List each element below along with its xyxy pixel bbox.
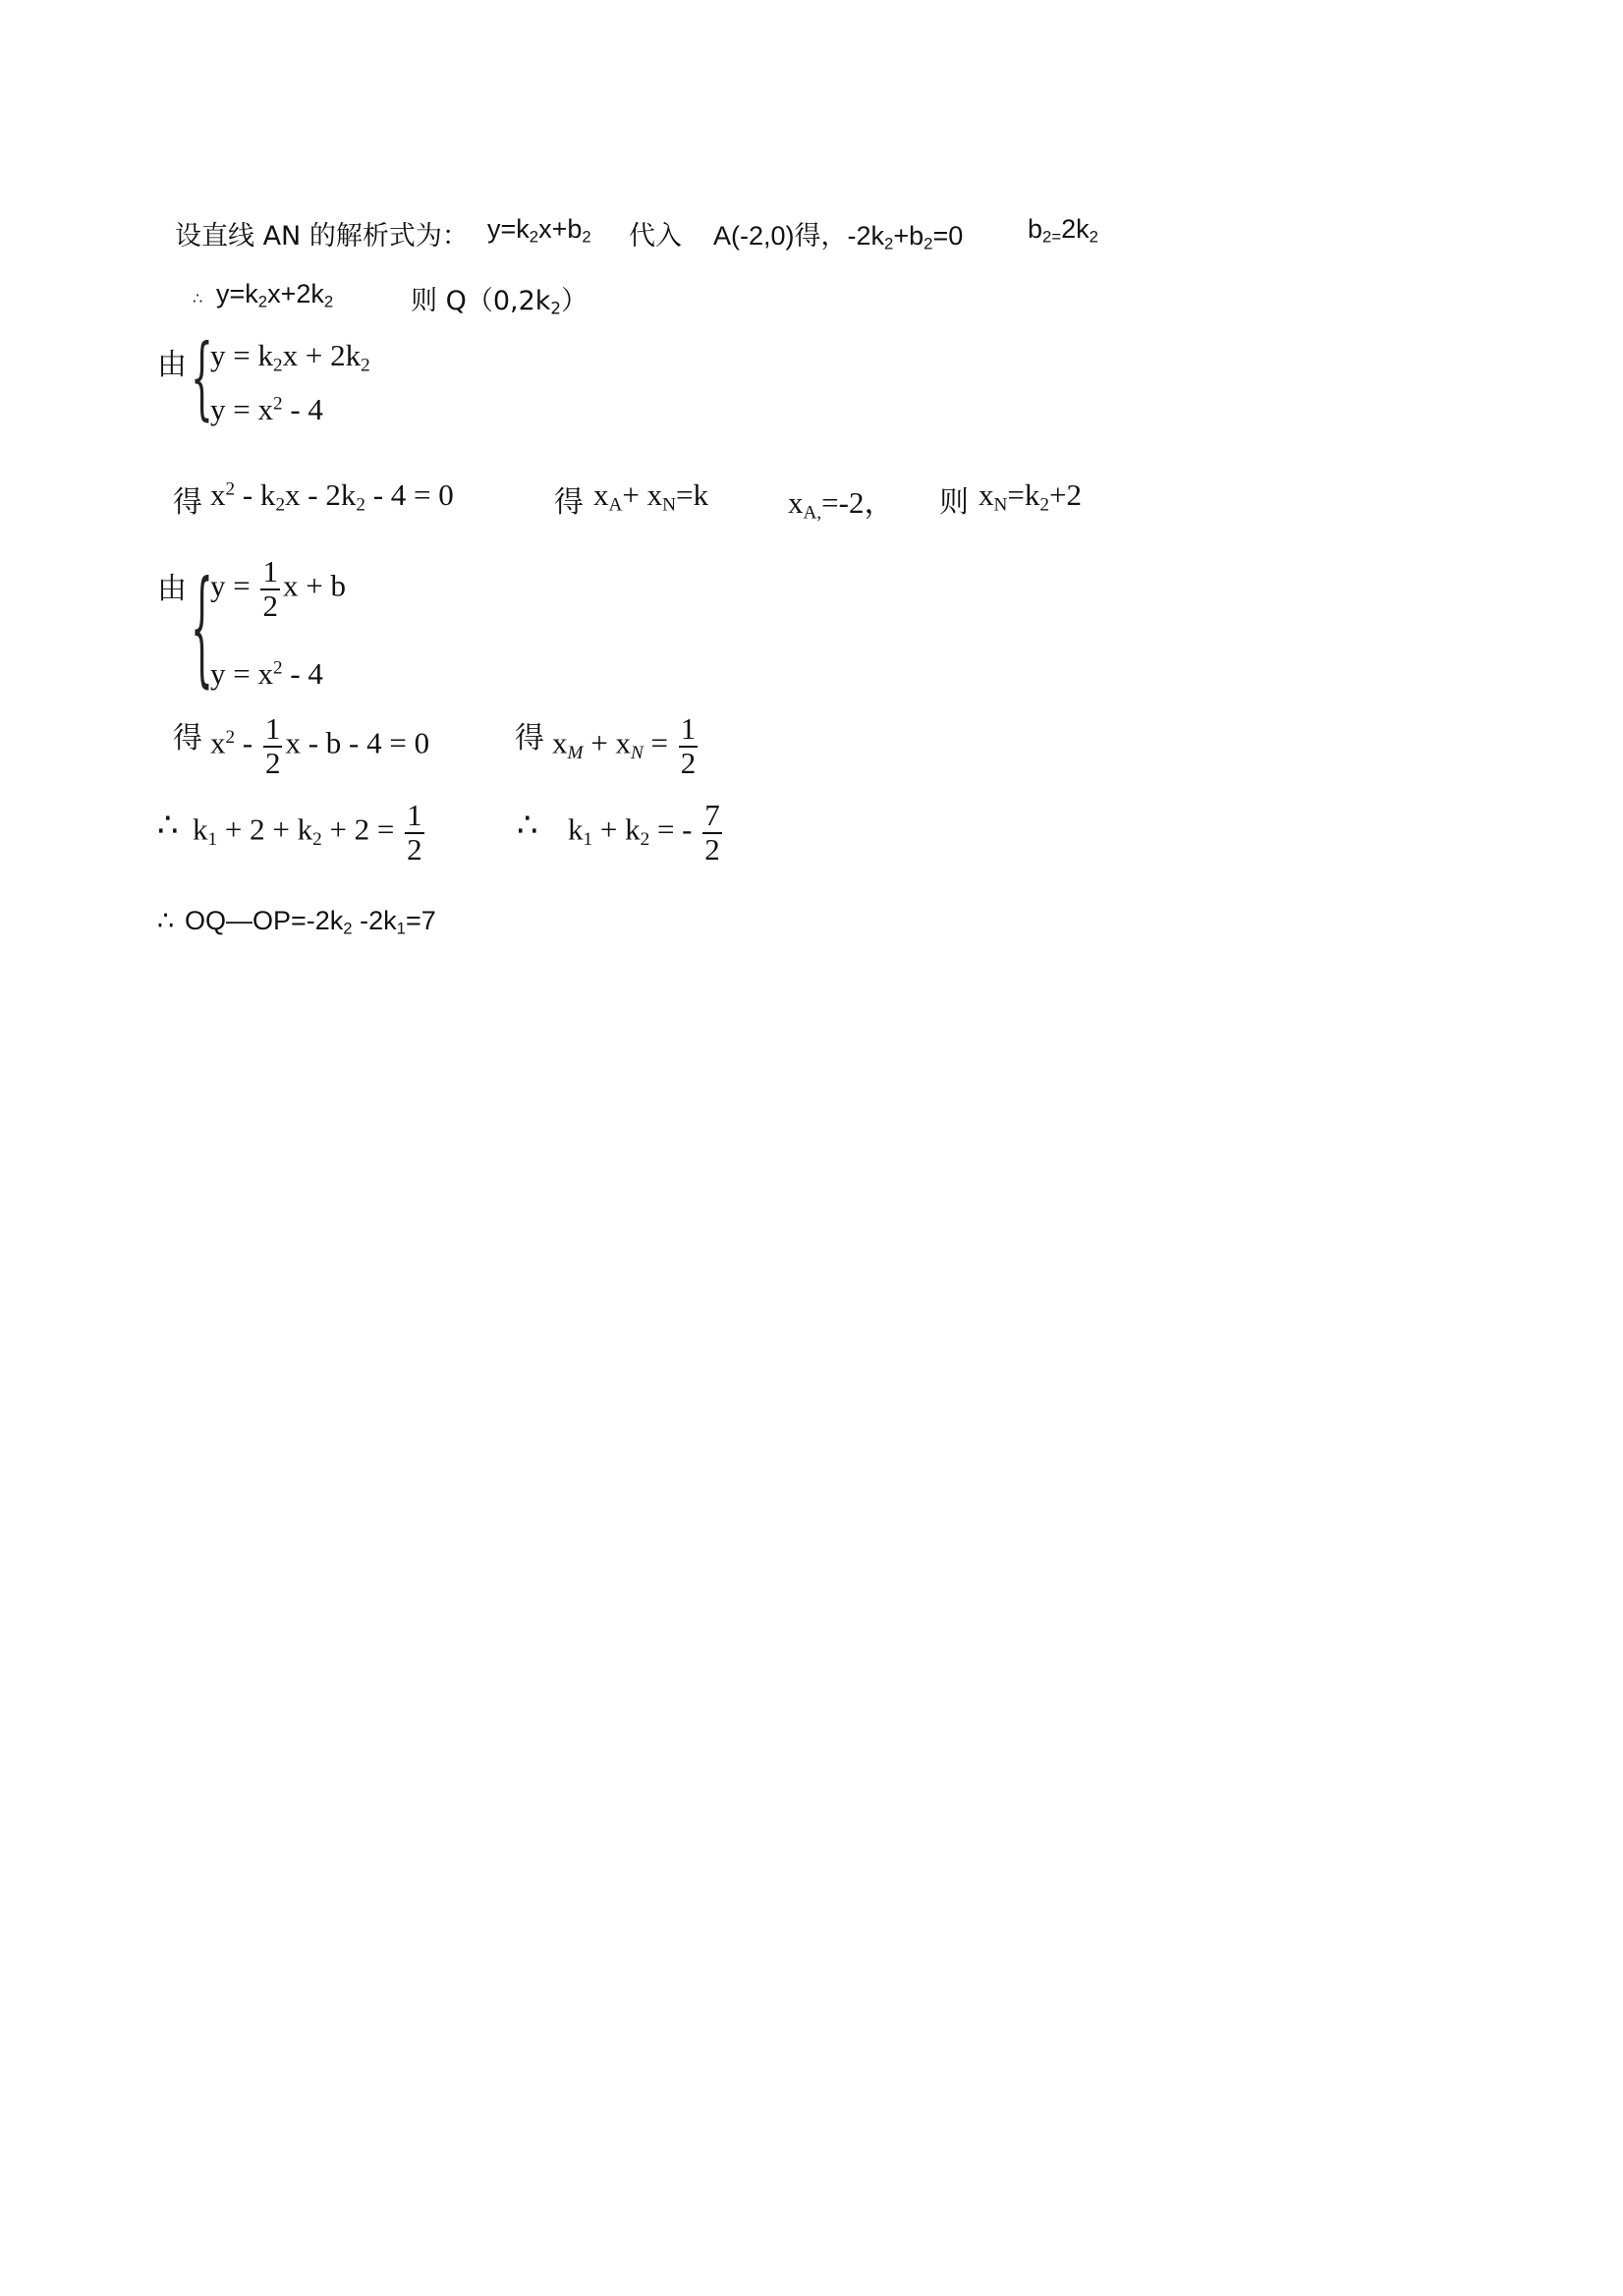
an-result-equation: $y=k_2x+2k_2$ — [216, 279, 334, 311]
xn-value: $x_N=k_2+2$ — [979, 477, 1082, 516]
system-line-parabola — [157, 556, 472, 703]
left-brace-icon-2: { — [191, 558, 213, 701]
you-label: 由 — [157, 348, 187, 382]
therefore-symbol-3: ∴ — [517, 806, 538, 845]
point-substitution: A(-2,0)得，$-2k_2+b_2=0$ — [713, 221, 964, 253]
final-equation: $OQ—OP=-2k_2$ $-2k_1=7$ — [185, 906, 436, 938]
de-label-2: 得 — [554, 485, 584, 520]
line-quadratic-mn — [173, 713, 1057, 802]
system-eq2: $y = x^2 - 4$ — [210, 392, 323, 426]
b2-result: $b_{2=}2k_2$ — [1028, 214, 1098, 247]
ze-label: 则 — [939, 485, 969, 520]
k-sum-equation: $k_1 + 2 + k_2 + 2$ = $\frac{1}{2}$ — [193, 798, 422, 867]
left-brace-icon: { — [191, 328, 213, 431]
system2-eq1: y = $\frac{1}{2}$ x + b — [210, 554, 346, 623]
quadratic-eq: $x^2 - k_2x - 2k_2 - 4 = 0$ — [210, 477, 454, 516]
therefore-symbol-4: ∴ — [157, 906, 175, 936]
line-k-relation — [157, 800, 1041, 888]
system-eq1: $y = k_2x + 2k_2$ — [210, 338, 370, 376]
system2-eq2: $y = x^2 - 4$ — [210, 656, 323, 691]
point-q: 则 $Q(0,2k_2)$ — [411, 286, 588, 318]
substitute-text: 代入 — [629, 221, 682, 252]
therefore-symbol: ∴ — [193, 289, 203, 308]
intro-text: 设直线 AN 的解析式为： — [175, 221, 469, 252]
therefore-symbol-2: ∴ — [157, 806, 179, 845]
de-label-3: 得 — [173, 721, 202, 756]
system-an-parabola — [157, 328, 472, 442]
root-sum: $x_A+ x_N=k$ — [593, 477, 708, 516]
xa-value: $x_{A,}=-2$， — [788, 485, 895, 524]
you-label-2: 由 — [157, 572, 187, 606]
k-sum-result: $k_1 + k_2$ = - $\frac{7}{2}$ — [568, 798, 720, 867]
quadratic-eq-2: $x^2$ - $\frac{1}{2}$ x - b - 4 = 0 — [210, 711, 430, 780]
de-label-4: 得 — [515, 721, 544, 756]
an-equation: $y=k_2x+b_2$ — [487, 214, 591, 247]
root-sum-mn: $x_M + x_N$ = $\frac{1}{2}$ — [552, 711, 697, 780]
de-label: 得 — [173, 485, 202, 520]
